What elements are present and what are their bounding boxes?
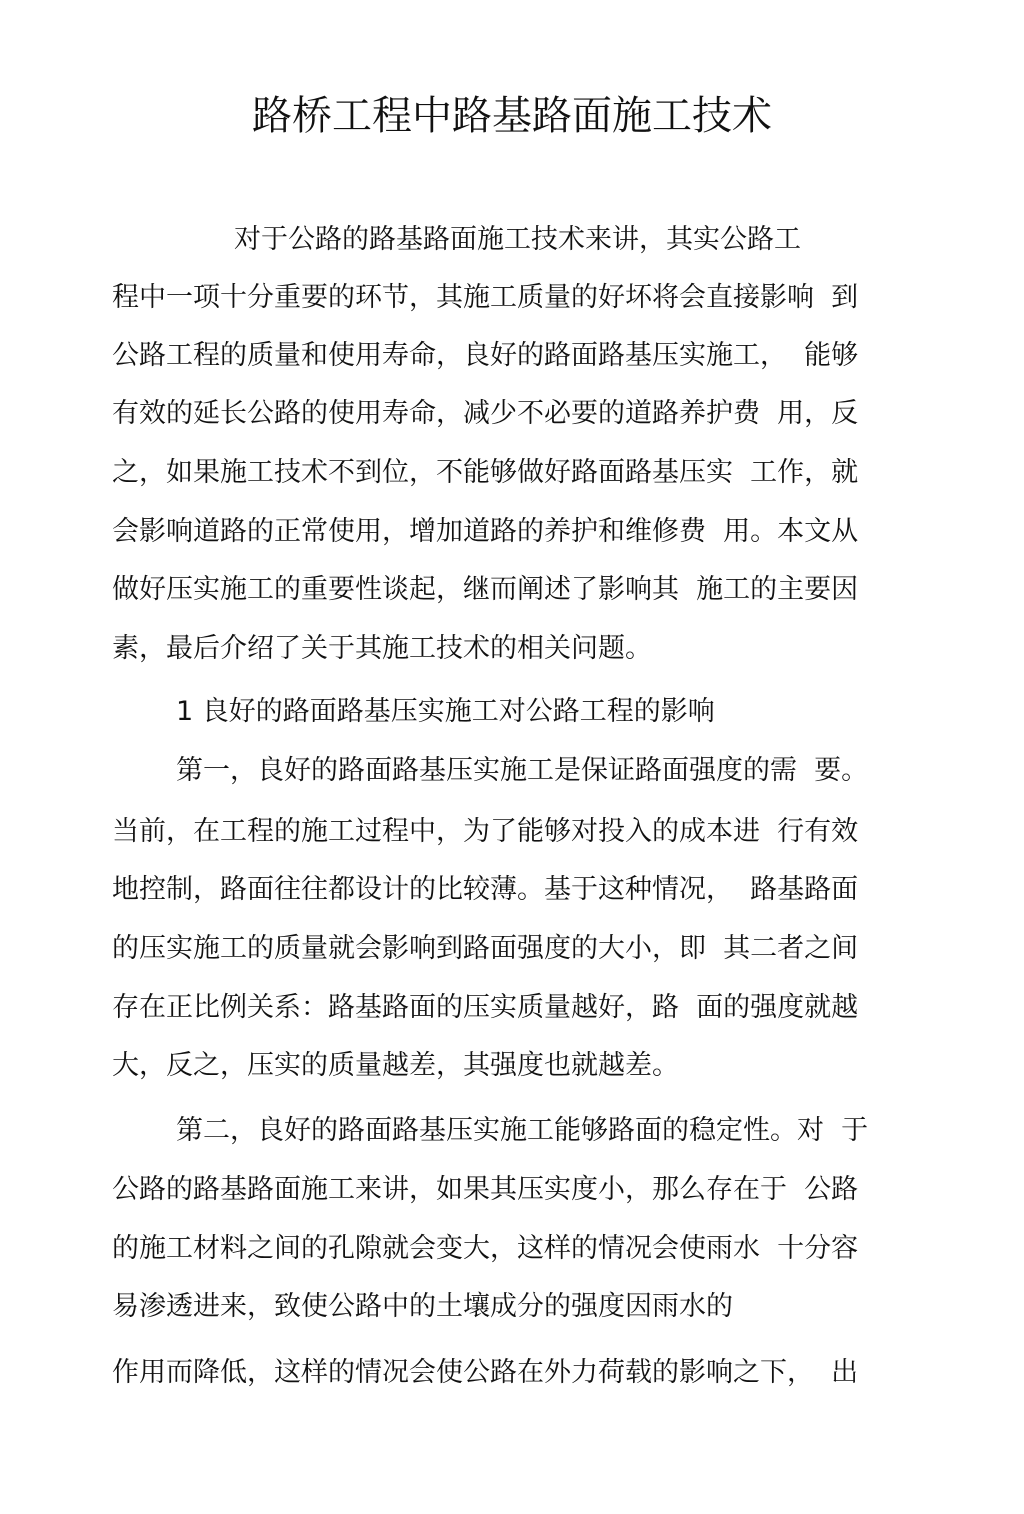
paragraph-line: 的压实施工的质量就会影响到路面强度的大小，即 其二者之间 xyxy=(112,933,859,964)
section-heading: 1 良好的路面路基压实施工对公路工程的影响 xyxy=(176,696,715,727)
paragraph-line: 地控制，路面往往都设计的比较薄。基于这种情况， 路基路面 xyxy=(112,874,859,905)
document-title: 路桥工程中路基路面施工技术 xyxy=(252,93,772,139)
paragraph-line: 存在正比例关系：路基路面的压实质量越好，路 面的强度就越 xyxy=(112,992,859,1023)
paragraph-line: 公路的路基路面施工来讲，如果其压实度小，那么存在于 公路 xyxy=(112,1174,859,1205)
paragraph-line: 易渗透进来，致使公路中的土壤成分的强度因雨水的 xyxy=(112,1291,733,1322)
paragraph-line: 之，如果施工技术不到位，不能够做好路面路基压实 工作，就 xyxy=(112,457,859,488)
paragraph-line: 素，最后介绍了关于其施工技术的相关问题。 xyxy=(112,633,652,664)
paragraph-line: 的施工材料之间的孔隙就会变大，这样的情况会使雨水 十分容 xyxy=(112,1233,859,1264)
paragraph-line: 做好压实施工的重要性谈起，继而阐述了影响其 施工的主要因 xyxy=(112,574,859,605)
paragraph-line: 公路工程的质量和使用寿命，良好的路面路基压实施工， 能够 xyxy=(112,340,859,371)
paragraph-line: 对于公路的路基路面施工技术来讲，其实公路工 xyxy=(234,224,801,255)
paragraph-line: 程中一项十分重要的环节，其施工质量的好坏将会直接影响 到 xyxy=(112,282,859,313)
paragraph-line: 会影响道路的正常使用，增加道路的养护和维修费 用。本文从 xyxy=(112,516,859,547)
paragraph-line: 有效的延长公路的使用寿命，减少不必要的道路养护费 用，反 xyxy=(112,398,859,429)
paragraph-line: 作用而降低，这样的情况会使公路在外力荷载的影响之下， 出 xyxy=(112,1357,859,1388)
paragraph-line: 第二，良好的路面路基压实施工能够路面的稳定性。对 于 xyxy=(176,1115,869,1146)
paragraph-line: 当前，在工程的施工过程中，为了能够对投入的成本进 行有效 xyxy=(112,816,859,847)
paragraph-line: 第一，良好的路面路基压实施工是保证路面强度的需 要。 xyxy=(176,755,869,786)
paragraph-line: 大，反之，压实的质量越差，其强度也就越差。 xyxy=(112,1050,679,1081)
